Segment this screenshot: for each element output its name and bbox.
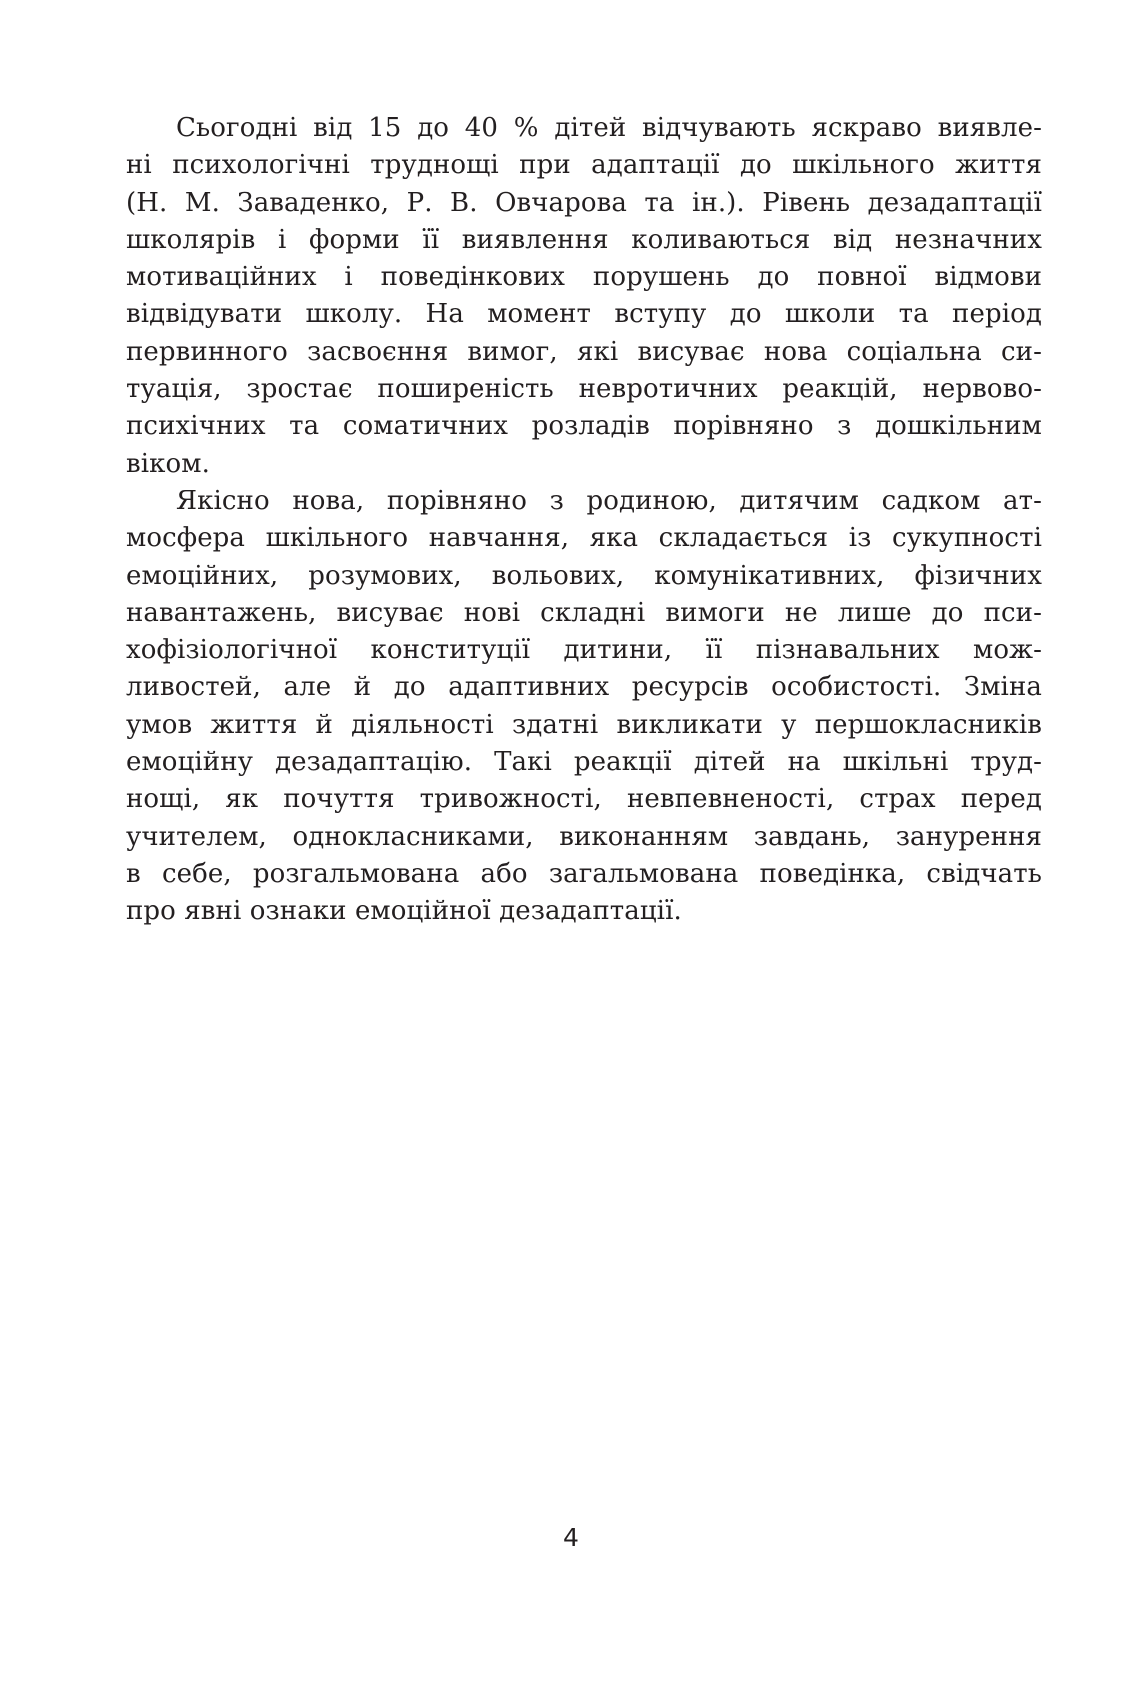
paragraph-line: учителем, однокласниками, виконанням завдань, занурення <box>126 821 1042 852</box>
paragraph-line: відвідувати школу. На момент вступу до школи та період <box>126 299 1042 330</box>
paragraph-1 <box>126 110 1042 483</box>
paragraph-line: (Н. М. Заваденко, Р. В. Овчарова та ін.). Рівень дезадаптації <box>126 187 1042 218</box>
paragraph-2 <box>126 483 1042 931</box>
paragraph-line: в себе, розгальмована або загальмована поведінка, свідчать <box>126 858 1042 889</box>
paragraph-line: хофізіологічної конституції дитини, її пізнавальних мож- <box>126 635 1042 666</box>
paragraph-line: емоційних, розумових, вольових, комунікативних, фізичних <box>126 560 1042 591</box>
paragraph-line: ливостей, але й до адаптивних ресурсів особистості. Зміна <box>126 672 1042 703</box>
paragraph-line: первинного засвоєння вимог, які висуває нова соціальна си- <box>126 336 1042 367</box>
paragraph-line: емоційну дезадаптацію. Такі реакції дітей на шкільні труд- <box>126 747 1042 778</box>
paragraph-line: мотиваційних і поведінкових порушень до повної відмови <box>126 262 1042 293</box>
paragraph-line: умов життя й діяльності здатні викликати у першокласників <box>126 709 1042 740</box>
paragraph-line: віком. <box>126 448 210 479</box>
paragraph-line: нощі, як почуття тривожності, невпевненості, страх перед <box>126 784 1042 815</box>
paragraph-line: Якісно нова, порівняно з родиною, дитячим садком ат- <box>176 485 1042 516</box>
paragraph-line: навантажень, висуває нові складні вимоги не лише до пси- <box>126 597 1042 628</box>
paragraph-line: про явні ознаки емоційної дезадаптації. <box>126 896 682 927</box>
paragraph-line: туація, зростає поширеність невротичних реакцій, нервово- <box>126 374 1042 405</box>
paragraph-line: мосфера шкільного навчання, яка складається із сукупності <box>126 523 1042 554</box>
paragraph-line: школярів і форми її виявлення коливаються від незначних <box>126 224 1042 255</box>
paragraph-line: Сьогодні від 15 до 40 % дітей відчувають яскраво виявле- <box>176 113 1042 143</box>
paragraph-line: ні психологічні труднощі при адаптації до шкільного життя <box>126 150 1042 181</box>
body-text <box>126 110 1042 931</box>
page-number: 4 <box>563 1523 579 1552</box>
paragraph-line: психічних та соматичних розладів порівняно з дошкільним <box>126 411 1042 442</box>
